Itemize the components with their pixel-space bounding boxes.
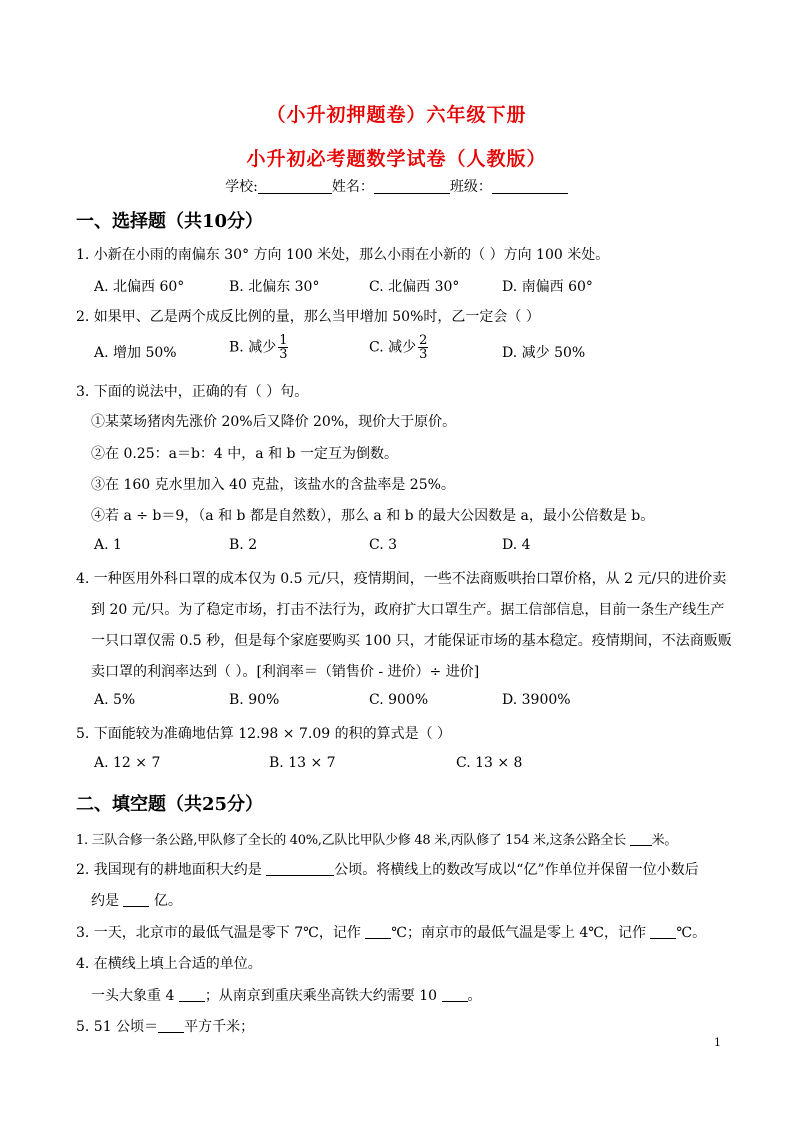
q2-option-c-fraction bbox=[418, 334, 428, 361]
fill-q5-blank[interactable] bbox=[158, 1018, 184, 1033]
q4-option-b[interactable]: B. 90% bbox=[229, 692, 280, 708]
q1-option-d[interactable]: D. 南偏西 60° bbox=[502, 279, 593, 295]
fill-q3-blank-1[interactable] bbox=[365, 924, 391, 939]
q4-line-1: 4. 一种医用外科口罩的成本仅为 0.5 元/只，疫情期间，一些不法商贩哄抬口罩价格，从 2 元/只的进价卖 bbox=[76, 571, 727, 587]
q3-statement-2: ②在 0.25：a＝b：4 中，a 和 b 一定互为倒数。 bbox=[91, 446, 398, 462]
section1-title: 一、选择题（共10分） bbox=[76, 211, 264, 232]
q5-option-a[interactable]: A. 12 × 7 bbox=[94, 755, 161, 771]
fill-q4-blank-1[interactable] bbox=[179, 987, 205, 1002]
exam-title-line1: （小升初押题卷）六年级下册 bbox=[266, 104, 527, 126]
page-number: 1 bbox=[714, 1036, 721, 1049]
q2-option-c[interactable] bbox=[369, 334, 428, 361]
fill-q4-blank-2[interactable] bbox=[442, 987, 468, 1002]
q3-statement-4: ④若 a ÷ b＝9，（a 和 b 都是自然数），那么 a 和 b 的最大公因数是 a，最小公倍数是 b。 bbox=[91, 508, 655, 524]
q3-options bbox=[94, 537, 654, 561]
student-info-row bbox=[0, 176, 793, 196]
fill-q4-line bbox=[91, 985, 482, 1005]
fill-q4-text-c: 。 bbox=[467, 988, 482, 1004]
q4-line-3: 一只口罩仅需 0.5 秒，但是每个家庭要购买 100 只，才能保证市场的基本稳定。疫情期间，不法商贩贩 bbox=[91, 633, 732, 649]
fraction-denominator: 3 bbox=[279, 347, 288, 362]
fill-q5-text-b: 平方千米； bbox=[184, 1019, 255, 1035]
q3-stem: 3. 下面的说法中，正确的有（ ）句。 bbox=[76, 384, 309, 400]
q5-stem: 5. 下面能较为准确地估算 12.98 × 7.09 的积的算式是（ ） bbox=[76, 726, 452, 742]
fill-q3-text-b: ℃；南京市的最低气温是零上 4℃，记作 bbox=[391, 925, 651, 941]
fill-q1-text: 1. 三队合修一条公路,甲队修了全长的 40%,乙队比甲队少修 48 米,丙队修了 154 米,这条公路全长 bbox=[76, 833, 630, 848]
fill-q2-blank-1[interactable] bbox=[266, 861, 334, 876]
fill-q1-suffix: 米。 bbox=[651, 833, 678, 848]
q3-statement-1: ①某菜场猪肉先涨价 20%后又降价 20%，现价大于原价。 bbox=[91, 414, 457, 430]
fill-q2-text-c: 约是 bbox=[91, 893, 124, 909]
q3-option-a[interactable]: A. 1 bbox=[94, 537, 122, 553]
q2-option-b[interactable] bbox=[229, 334, 288, 361]
fill-q4-text-b: ；从南京到重庆乘坐高铁大约需要 10 bbox=[204, 988, 442, 1004]
q4-option-d[interactable]: D. 3900% bbox=[502, 692, 571, 708]
q1-stem: 1. 小新在小雨的南偏东 30° 方向 100 米处，那么小雨在小新的（ ）方向 100 米处。 bbox=[76, 247, 610, 263]
school-label: 学校: bbox=[225, 179, 258, 195]
q1-option-a[interactable]: A. 北偏西 60° bbox=[94, 279, 185, 295]
q4-option-c[interactable]: C. 900% bbox=[369, 692, 429, 708]
q4-options bbox=[94, 692, 654, 716]
q2-option-b-text: B. 减少 bbox=[229, 339, 277, 356]
fill-q5 bbox=[76, 1016, 254, 1036]
q2-option-d[interactable]: D. 减少 50% bbox=[502, 345, 586, 361]
q3-option-c[interactable]: C. 3 bbox=[369, 537, 398, 553]
q5-option-c[interactable]: C. 13 × 8 bbox=[456, 755, 523, 771]
q3-option-d[interactable]: D. 4 bbox=[502, 537, 531, 553]
fill-q2-blank-2[interactable] bbox=[123, 892, 149, 907]
q4-option-a[interactable]: A. 5% bbox=[94, 692, 136, 708]
q3-option-b[interactable]: B. 2 bbox=[229, 537, 258, 553]
fill-q1 bbox=[76, 829, 677, 848]
exam-title-line2: 小升初必考题数学试卷（人教版） bbox=[246, 148, 547, 170]
name-blank[interactable] bbox=[374, 179, 450, 194]
fill-q2-text-a: 2. 我国现有的耕地面积大约是 bbox=[76, 862, 267, 878]
q4-line-4: 卖口罩的利润率达到（ ）。[利润率＝（销售价 - 进价）÷ 进价] bbox=[91, 664, 480, 680]
fraction-numerator: 1 bbox=[279, 333, 288, 348]
q2-stem: 2. 如果甲、乙是两个成反比例的量，那么当甲增加 50%时，乙一定会（ ） bbox=[76, 309, 540, 325]
q2-option-c-text: C. 减少 bbox=[369, 339, 417, 356]
fill-q2-line-1 bbox=[76, 859, 699, 879]
fill-q5-text-a: 5. 51 公顷＝ bbox=[76, 1019, 159, 1035]
fill-q4-text-a: 一头大象重 4 bbox=[91, 988, 179, 1004]
class-label: 班级： bbox=[449, 179, 492, 195]
fill-q3-text-a: 3. 一天，北京市的最低气温是零下 7℃，记作 bbox=[76, 925, 366, 941]
fill-q2-text-b: 公顷。将横线上的数改写成以“亿”作单位并保留一位小数后 bbox=[334, 862, 699, 878]
fill-q2-text-d: 亿。 bbox=[149, 893, 182, 909]
fraction-denominator: 3 bbox=[419, 347, 428, 362]
q3-statement-3: ③在 160 克水里加入 40 克盐，该盐水的含盐率是 25%。 bbox=[91, 477, 455, 493]
fill-q3-text-c: ℃。 bbox=[676, 925, 707, 941]
q2-option-a[interactable]: A. 增加 50% bbox=[94, 345, 177, 361]
fill-q2-line-2 bbox=[91, 890, 182, 910]
q1-options bbox=[94, 276, 654, 300]
q1-option-c[interactable]: C. 北偏西 30° bbox=[369, 279, 460, 295]
fill-q4-stem: 4. 在横线上填上合适的单位。 bbox=[76, 956, 262, 972]
fill-q3-blank-2[interactable] bbox=[650, 924, 676, 939]
section2-title: 二、填空题（共25分） bbox=[76, 794, 264, 815]
fraction-numerator: 2 bbox=[419, 333, 428, 348]
fill-q3 bbox=[76, 922, 706, 942]
q4-line-2: 到 20 元/只。为了稳定市场，打击不法行为，政府扩大口罩生产。据工信部信息，目前一条生产线生产 bbox=[91, 602, 725, 618]
q1-option-b[interactable]: B. 北偏东 30° bbox=[229, 279, 320, 295]
name-label: 姓名： bbox=[331, 179, 374, 195]
class-blank[interactable] bbox=[492, 179, 568, 194]
fill-q1-blank[interactable] bbox=[630, 831, 652, 846]
q5-option-b[interactable]: B. 13 × 7 bbox=[269, 755, 336, 771]
q5-options bbox=[94, 755, 654, 779]
school-blank[interactable] bbox=[258, 179, 332, 194]
q2-options bbox=[94, 334, 654, 368]
q2-option-b-fraction bbox=[278, 334, 288, 361]
